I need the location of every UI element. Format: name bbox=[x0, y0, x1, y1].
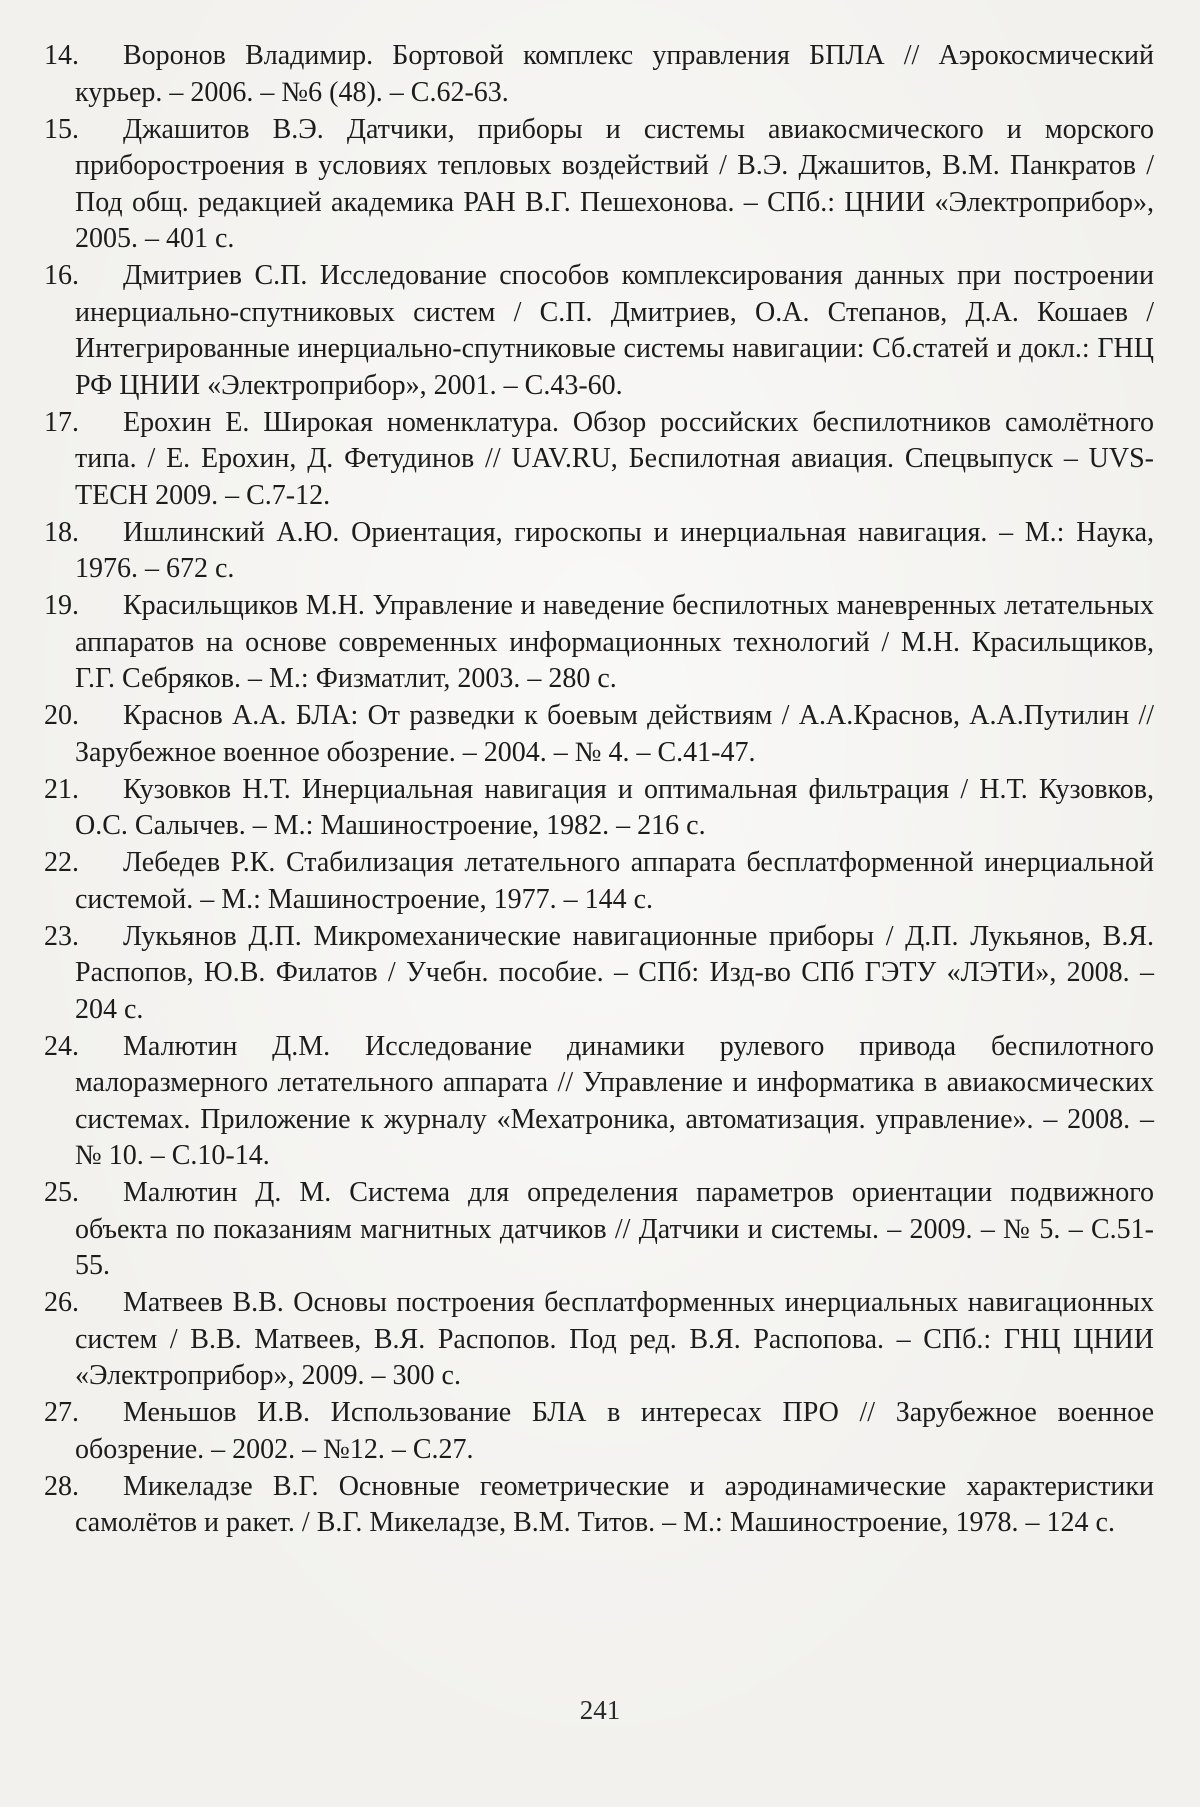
reference-item-18 bbox=[44, 515, 1154, 588]
reference-text: Микеладзе В.Г. Основные геометрические и аэродинамические характеристики самолётов и ракет. / В.Г. Микеладзе, В.М. Титов. – М.: Машиностроение, 1978. – 124 с. bbox=[75, 1470, 1154, 1538]
reference-text: Ерохин Е. Широкая номенклатура. Обзор российских беспилотников самолётного типа. / Е. Ерохин, Д. Фетудинов // UAV.RU, Беспилотная авиация. Спецвыпуск – UVS-TECH 2009. – С.7-12. bbox=[75, 406, 1154, 511]
reference-list bbox=[44, 38, 1154, 1542]
reference-number: 24. bbox=[44, 1030, 79, 1062]
reference-number: 21. bbox=[44, 773, 79, 805]
reference-number: 19. bbox=[44, 590, 79, 621]
reference-text: Матвеев В.В. Основы построения бесплатформенных инерциальных навигационных систем / В.В. Матвеев, В.Я. Распопов. Под ред. В.Я. Распопова. – СПб.: ГНЦ ЦНИИ «Электроприбор», 2009. – 300 с. bbox=[75, 1287, 1154, 1391]
reference-number: 26. bbox=[44, 1287, 79, 1318]
reference-number: 22. bbox=[44, 847, 79, 878]
reference-text: Малютин Д.М. Исследование динамики рулевого привода беспилотного малоразмерного летательного аппарата // Управление и информатика в авиакосмических системах. Приложение к журналу «Мехатроника, автоматизация. управление». – 2008. – № 10. – С.10-14. bbox=[75, 1030, 1154, 1171]
reference-text: Дмитриев С.П. Исследование способов комплексирования данных при построении инерциально-спутниковых систем / С.П. Дмитриев, О.А. Степанов, Д.А. Кошаев / Интегрированные инерциально-спутниковые системы навигации: Сб.статей и докл.: ГНЦ РФ ЦНИИ «Электроприбор», 2001. – С.43-60. bbox=[75, 260, 1154, 401]
page-number: 241 bbox=[579, 1695, 621, 1725]
reference-item-17 bbox=[44, 405, 1154, 515]
reference-item-14 bbox=[44, 38, 1154, 111]
reference-item-20 bbox=[44, 698, 1154, 771]
reference-text: Ишлинский А.Ю. Ориентация, гироскопы и инерциальная навигация. – М.: Наука, 1976. – 672 с. bbox=[75, 516, 1154, 584]
reference-item-19 bbox=[44, 588, 1154, 698]
reference-item-15 bbox=[44, 112, 1154, 258]
reference-text: Лебедев Р.К. Стабилизация летательного аппарата бесплатформенной инерциальной системой. – М.: Машиностроение, 1977. – 144 с. bbox=[75, 847, 1154, 915]
reference-item-21 bbox=[44, 772, 1154, 845]
reference-number: 27. bbox=[44, 1397, 79, 1428]
reference-text: Джашитов В.Э. Датчики, приборы и системы авиакосмического и морского приборостроения в условиях тепловых воздействий / В.Э. Джашитов, В.М. Панкратов / Под общ. редакцией академика РАН В.Г. Пешехонова. – СПб.: ЦНИИ «Электроприбор», 2005. – 401 с. bbox=[75, 113, 1154, 254]
reference-item-16 bbox=[44, 258, 1154, 404]
reference-text: Воронов Владимир. Бортовой комплекс управления БПЛА // Аэрокосмический курьер. – 2006. – №6 (48). – С.62-63. bbox=[75, 40, 1154, 108]
reference-item-22 bbox=[44, 845, 1154, 918]
reference-number: 20. bbox=[44, 700, 79, 731]
reference-item-24 bbox=[44, 1029, 1154, 1175]
reference-text: Кузовков Н.Т. Инерциальная навигация и оптимальная фильтрация / Н.Т. Кузовков, О.С. Салычев. – М.: Машиностроение, 1982. – 216 с. bbox=[75, 773, 1154, 841]
reference-number: 16. bbox=[44, 260, 79, 291]
reference-number: 23. bbox=[44, 920, 79, 952]
reference-text: Лукьянов Д.П. Микромеханические навигационные приборы / Д.П. Лукьянов, В.Я. Распопов, Ю.В. Филатов / Учебн. пособие. – СПб: Изд-во СПб ГЭТУ «ЛЭТИ», 2008. – 204 с. bbox=[75, 920, 1154, 1025]
reference-text: Малютин Д. М. Система для определения параметров ориентации подвижного объекта по показаниям магнитных датчиков // Датчики и системы. – 2009. – № 5. – С.51-55. bbox=[75, 1177, 1154, 1281]
reference-number: 25. bbox=[44, 1177, 79, 1208]
reference-item-23 bbox=[44, 919, 1154, 1029]
reference-item-27 bbox=[44, 1395, 1154, 1468]
reference-item-26 bbox=[44, 1285, 1154, 1395]
reference-number: 28. bbox=[44, 1470, 79, 1502]
reference-text: Краснов А.А. БЛА: От разведки к боевым действиям / А.А.Краснов, А.А.Путилин // Зарубежное военное обозрение. – 2004. – № 4. – С.41-47. bbox=[75, 700, 1154, 768]
reference-item-25 bbox=[44, 1175, 1154, 1285]
reference-number: 17. bbox=[44, 406, 79, 438]
reference-text: Красильщиков М.Н. Управление и наведение беспилотных маневренных летательных аппаратов на основе современных информационных технологий / М.Н. Красильщиков, Г.Г. Себряков. – М.: Физматлит, 2003. – 280 с. bbox=[75, 590, 1154, 694]
reference-text: Меньшов И.В. Использование БЛА в интересах ПРО // Зарубежное военное обозрение. – 2002. – №12. – С.27. bbox=[75, 1397, 1154, 1465]
reference-number: 15. bbox=[44, 113, 79, 145]
reference-number: 14. bbox=[44, 40, 79, 71]
reference-number: 18. bbox=[44, 516, 79, 548]
reference-item-28 bbox=[44, 1469, 1154, 1542]
